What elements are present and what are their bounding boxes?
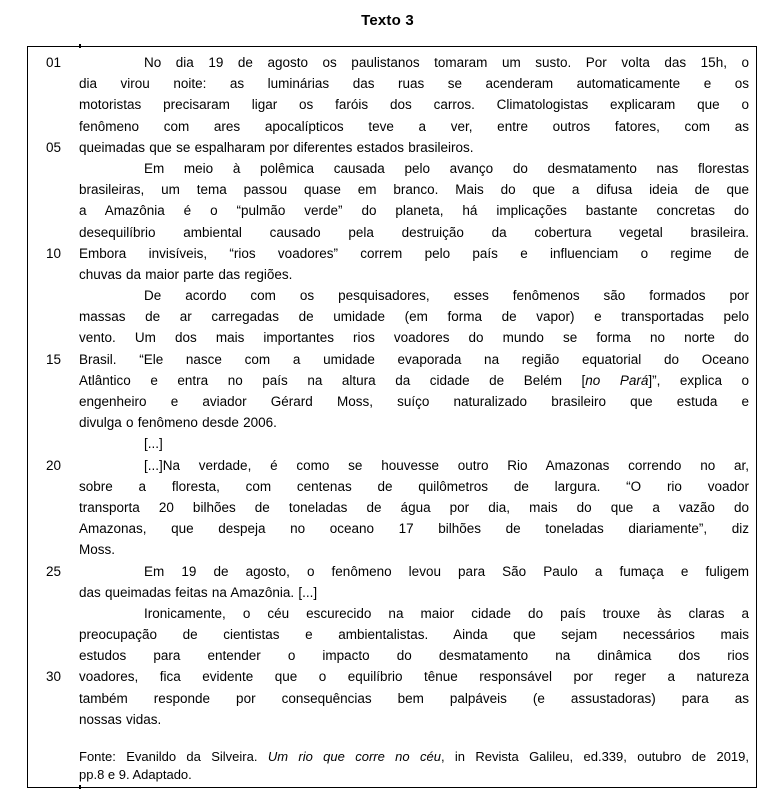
- text-segment: Amazonas, que despeja no oceano 17 bilhões de toneladas diariamente”, diz: [79, 521, 749, 537]
- text-segment: divulga o fenômeno desde 2006.: [79, 415, 277, 431]
- text-segment: De acordo com os pesquisadores, esses fenômenos são formados por: [144, 288, 749, 304]
- line-number: 01: [45, 55, 62, 70]
- text-line: [28, 539, 756, 560]
- page-title: Texto 3: [361, 12, 414, 29]
- text-line-content: [79, 116, 756, 137]
- text-line-content: [79, 582, 756, 603]
- text-line: [28, 476, 756, 497]
- text-line: [28, 116, 756, 137]
- text-segment: [...]: [144, 436, 163, 452]
- text-line: [28, 370, 756, 391]
- text-line: [28, 179, 756, 200]
- source-line: [79, 748, 749, 766]
- line-number: 25: [45, 563, 62, 579]
- text-line: [28, 264, 756, 285]
- line-number: [28, 412, 79, 433]
- line-number: [28, 73, 79, 94]
- text-segment: pp.8 e 9. Adaptado.: [79, 767, 192, 782]
- text-segment: No dia 19 de agosto os paulistanos tomaram um susto. Por volta das 15h, o: [144, 55, 749, 70]
- line-number: [28, 222, 79, 243]
- line-number: [28, 179, 79, 200]
- text-line-content: [79, 603, 756, 624]
- text-segment: desequilíbrio ambiental causado pela destruição da cobertura vegetal brasileira.: [79, 224, 749, 240]
- text-line: [28, 709, 756, 730]
- text-line: [28, 688, 756, 709]
- line-number: [28, 264, 79, 285]
- line-number: [28, 497, 79, 518]
- text-box: [27, 46, 757, 788]
- line-number: [28, 327, 79, 348]
- source-citation: [79, 748, 756, 784]
- text-line-content: [79, 412, 756, 433]
- text-line: [28, 222, 756, 243]
- text-line-content: [79, 264, 756, 285]
- text-segment: transporta 20 bilhões de toneladas de água por dia, mais do que a vazão do: [79, 499, 749, 515]
- text-line: [28, 455, 756, 476]
- text-line-content: [79, 222, 756, 243]
- text-segment: , in Revista Galileu, ed.339, outubro de 2019,: [440, 749, 749, 764]
- text-line-content: [79, 285, 756, 306]
- text-segment: ]”, explica o: [648, 372, 750, 388]
- text-segment: Embora invisíveis, “rios voadores” correm pelo país e influenciam o regime de: [79, 245, 749, 261]
- line-number: [28, 306, 79, 327]
- text-segment: preocupação de cientistas e ambientalistas. Ainda que sejam necessários mais: [79, 627, 749, 643]
- text-line-content: [79, 306, 756, 327]
- italic-text: Um rio que corre no céu: [267, 749, 441, 764]
- text-line: [28, 94, 756, 115]
- text-line-content: [79, 688, 756, 709]
- line-number: [28, 370, 79, 391]
- line-number: 05: [45, 139, 62, 155]
- text-line-content: [79, 327, 756, 348]
- text-segment: nossas vidas.: [79, 711, 162, 727]
- text-line: [28, 73, 756, 94]
- text-segment: sobre a floresta, com centenas de quilômetros de largura. “O rio voador: [79, 478, 749, 494]
- text-segment: Em 19 de agosto, o fenômeno levou para São Paulo a fumaça e fuligem: [144, 563, 749, 579]
- text-line: [28, 137, 756, 158]
- line-number: [28, 391, 79, 412]
- line-number: [28, 285, 79, 306]
- line-number: [28, 116, 79, 137]
- text-line-content: [79, 370, 756, 391]
- line-number: [28, 518, 79, 539]
- line-number: [28, 603, 79, 624]
- text-line: [28, 391, 756, 412]
- text-line-content: [79, 200, 756, 221]
- text-line-content: [79, 73, 756, 94]
- text-line-content: [79, 391, 756, 412]
- source-line: [79, 766, 749, 784]
- text-line: [28, 52, 756, 73]
- text-line: [28, 327, 756, 348]
- text-segment: Brasil. “Ele nasce com a umidade evaporada na região equatorial do Oceano: [79, 351, 749, 367]
- text-line-content: [79, 497, 756, 518]
- text-segment: fenômeno com ares apocalípticos teve a ver, entre outros fatores, com as: [79, 118, 749, 134]
- text-line-content: [79, 433, 756, 454]
- text-segment: chuvas da maior parte das regiões.: [79, 266, 293, 282]
- text-line-content: [79, 94, 756, 115]
- text-lines: [28, 52, 756, 730]
- text-line-content: [79, 476, 756, 497]
- column-divider-tick-bottom: [79, 785, 81, 789]
- line-number: [28, 433, 79, 454]
- text-line: [28, 158, 756, 179]
- line-number: 15: [45, 351, 62, 367]
- line-number: [28, 94, 79, 115]
- text-segment: [...]Na verdade, é como se houvesse outro Rio Amazonas correndo no ar,: [144, 457, 749, 473]
- text-segment: brasileiras, um tema passou quase em branco. Mais do que a difusa ideia de que: [79, 182, 749, 198]
- text-line: [28, 200, 756, 221]
- line-number: [28, 200, 79, 221]
- text-line-content: [79, 518, 756, 539]
- text-line-content: [79, 561, 756, 582]
- text-segment: Fonte: Evanildo da Silveira.: [79, 749, 268, 764]
- text-segment: voadores, fica evidente que o equilíbrio tênue responsável por reger a natureza: [79, 669, 749, 685]
- text-line: [28, 243, 756, 264]
- text-line: [28, 306, 756, 327]
- text-segment: dia virou noite: as luminárias das ruas se acenderam automaticamente e os: [79, 76, 749, 92]
- text-line: [28, 561, 756, 582]
- column-divider-tick-top: [79, 44, 81, 48]
- text-line-content: [79, 179, 756, 200]
- text-segment: vento. Um dos mais importantes rios voadores do mundo se forma no norte do: [79, 330, 749, 346]
- line-number: [28, 476, 79, 497]
- text-line: [28, 645, 756, 666]
- line-number: [28, 645, 79, 666]
- text-segment: queimadas que se espalharam por diferentes estados brasileiros.: [79, 139, 474, 155]
- text-line: [28, 603, 756, 624]
- text-line-content: [79, 137, 756, 158]
- line-number: [28, 539, 79, 560]
- text-segment: das queimadas feitas na Amazônia. [...]: [79, 584, 318, 600]
- text-line-content: [79, 349, 756, 370]
- line-number: [28, 624, 79, 645]
- text-line-content: [79, 624, 756, 645]
- text-line-content: [79, 709, 756, 730]
- line-number: 20: [45, 457, 62, 473]
- text-line: [28, 433, 756, 454]
- italic-text: no Pará: [585, 372, 649, 388]
- text-segment: Ironicamente, o céu escurecido na maior cidade do país trouxe às claras a: [144, 605, 749, 621]
- text-line-content: [79, 52, 756, 73]
- line-number: [28, 158, 79, 179]
- line-number: 10: [45, 245, 62, 261]
- line-number: [28, 688, 79, 709]
- text-line: [28, 624, 756, 645]
- text-line-content: [79, 645, 756, 666]
- text-segment: Atlântico e entra no país na altura da cidade de Belém [: [79, 372, 586, 388]
- text-line-content: [79, 158, 756, 179]
- line-number: [28, 709, 79, 730]
- text-segment: Moss.: [79, 542, 116, 558]
- text-segment: a Amazônia é o “pulmão verde” do planeta, há implicações bastante concretas do: [79, 203, 749, 219]
- text-segment: engenheiro e aviador Gérard Moss, suíço naturalizado brasileiro que estuda e: [79, 394, 749, 409]
- text-segment: também responde por consequências bem palpáveis (e assustadoras) para as: [79, 690, 749, 706]
- line-number: [28, 582, 79, 603]
- text-line: [28, 497, 756, 518]
- text-line-content: [79, 666, 756, 687]
- text-line-content: [79, 539, 756, 560]
- text-line: [28, 582, 756, 603]
- text-line: [28, 285, 756, 306]
- text-line: [28, 518, 756, 539]
- text-segment: massas de ar carregadas de umidade (em forma de vapor) e transportadas pelo: [79, 309, 749, 325]
- text-line: [28, 666, 756, 687]
- text-line: [28, 349, 756, 370]
- line-number: 30: [45, 669, 62, 685]
- text-segment: Em meio à polêmica causada pelo avanço do desmatamento nas florestas: [144, 160, 749, 176]
- text-segment: motoristas precisaram ligar os faróis dos carros. Climatologistas explicaram que o: [79, 97, 749, 113]
- text-segment: estudos para entender o impacto do desmatamento na dinâmica dos rios: [79, 648, 749, 664]
- text-line: [28, 412, 756, 433]
- text-line-content: [79, 455, 756, 476]
- text-line-content: [79, 243, 756, 264]
